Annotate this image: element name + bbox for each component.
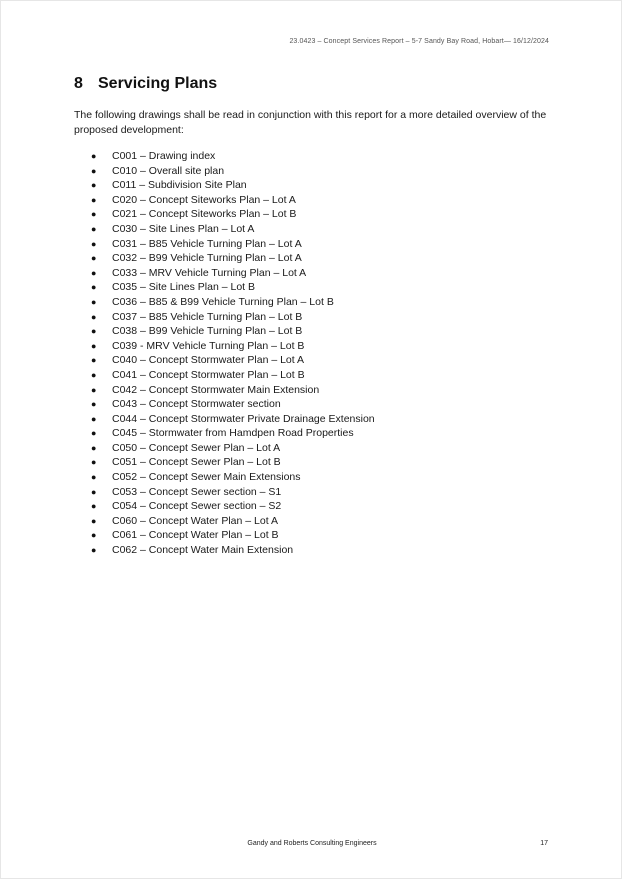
list-item	[91, 178, 375, 193]
list-item	[91, 295, 375, 310]
bullet-icon: ●	[91, 457, 97, 468]
intro-paragraph: The following drawings shall be read in conjunction with this report for a more detailed overview of the proposed development:	[74, 109, 547, 136]
drawing-label: C051 – Concept Sewer Plan – Lot B	[112, 456, 281, 469]
drawing-label: C041 – Concept Stormwater Plan – Lot B	[112, 368, 305, 381]
bullet-icon: ●	[91, 442, 97, 453]
list-item	[91, 528, 375, 543]
bullet-icon: ●	[91, 223, 97, 234]
bullet-icon: ●	[91, 413, 97, 424]
bullet-icon: ●	[91, 340, 97, 351]
drawing-label: C039 - MRV Vehicle Turning Plan – Lot B	[112, 339, 305, 352]
drawing-label: C020 – Concept Siteworks Plan – Lot A	[112, 193, 296, 206]
bullet-icon: ●	[91, 180, 97, 191]
list-item	[91, 193, 375, 208]
bullet-icon: ●	[91, 267, 97, 278]
list-item	[91, 353, 375, 368]
list-item	[91, 324, 375, 339]
bullet-icon: ●	[91, 399, 97, 410]
drawing-label: C035 – Site Lines Plan – Lot B	[112, 281, 256, 294]
list-item	[91, 237, 375, 252]
drawing-label: C045 – Stormwater from Hamdpen Road Properties	[112, 427, 354, 440]
bullet-icon: ●	[91, 282, 97, 293]
drawing-label: C061 – Concept Water Plan – Lot B	[112, 529, 279, 542]
drawing-label: C038 – B99 Vehicle Turning Plan – Lot B	[112, 325, 303, 338]
drawing-label: C021 – Concept Siteworks Plan – Lot B	[112, 208, 297, 221]
drawing-label: C036 – B85 & B99 Vehicle Turning Plan – Lot B	[112, 295, 334, 308]
list-item	[91, 368, 375, 383]
drawing-label: C011 – Subdivision Site Plan	[112, 179, 247, 192]
list-item	[91, 426, 375, 441]
list-item	[91, 514, 375, 529]
drawing-label: C043 – Concept Stormwater section	[112, 398, 281, 411]
running-header: 23.0423 – Concept Services Report – 5-7 Sandy Bay Road, Hobart— 16/12/2024	[289, 38, 549, 45]
bullet-icon: ●	[91, 151, 97, 161]
list-item	[91, 339, 375, 354]
page-number: 17	[540, 840, 548, 847]
list-item	[91, 149, 375, 164]
bullet-icon: ●	[91, 515, 97, 526]
bullet-icon: ●	[91, 238, 97, 249]
drawing-label: C031 – B85 Vehicle Turning Plan – Lot A	[112, 237, 302, 250]
drawing-label: C001 – Drawing index	[112, 150, 216, 162]
bullet-icon: ●	[91, 253, 97, 264]
bullet-icon: ●	[91, 326, 97, 337]
bullet-icon: ●	[91, 472, 97, 483]
drawing-label: C032 – B99 Vehicle Turning Plan – Lot A	[112, 252, 302, 265]
drawing-label: C060 – Concept Water Plan – Lot A	[112, 514, 278, 527]
bullet-icon: ●	[91, 311, 97, 322]
list-item	[91, 280, 375, 295]
list-item	[91, 441, 375, 456]
drawing-label: C037 – B85 Vehicle Turning Plan – Lot B	[112, 310, 303, 323]
list-item	[91, 397, 375, 412]
bullet-icon: ●	[91, 501, 97, 512]
bullet-icon: ●	[91, 369, 97, 380]
drawing-label: C010 – Overall site plan	[112, 164, 225, 177]
section-heading	[74, 75, 217, 93]
bullet-icon: ●	[91, 209, 97, 220]
drawing-label: C040 – Concept Stormwater Plan – Lot A	[112, 354, 305, 367]
section-title: Servicing Plans	[98, 75, 218, 92]
drawing-label: C052 – Concept Sewer Main Extensions	[112, 471, 301, 484]
drawing-label: C054 – Concept Sewer section – S2	[112, 500, 282, 513]
list-item	[91, 310, 375, 325]
drawing-label: C033 – MRV Vehicle Turning Plan – Lot A	[112, 266, 307, 279]
list-item	[91, 207, 375, 222]
list-item	[91, 266, 375, 281]
list-item	[91, 383, 375, 398]
list-item	[91, 543, 375, 558]
drawing-label: C044 – Concept Stormwater Private Drainage Extension	[112, 412, 375, 425]
drawing-label: C062 – Concept Water Main Extension	[112, 544, 294, 557]
list-item	[91, 455, 375, 470]
bullet-icon: ●	[91, 530, 97, 541]
list-item	[91, 485, 375, 500]
list-item	[91, 470, 375, 485]
bullet-icon: ●	[91, 194, 97, 205]
drawing-label: C053 – Concept Sewer section – S1	[112, 485, 282, 498]
drawing-list	[91, 149, 375, 558]
bullet-icon: ●	[91, 545, 97, 556]
drawing-label: C050 – Concept Sewer Plan – Lot A	[112, 441, 281, 454]
drawing-label: C030 – Site Lines Plan – Lot A	[112, 222, 255, 235]
bullet-icon: ●	[91, 384, 97, 395]
bullet-icon: ●	[91, 428, 97, 439]
list-item	[91, 164, 375, 179]
bullet-icon: ●	[91, 355, 97, 366]
section-number: 8	[74, 75, 83, 92]
list-item	[91, 499, 375, 514]
list-item	[91, 412, 375, 427]
footer-company: Gandy and Roberts Consulting Engineers	[247, 840, 377, 847]
bullet-icon: ●	[91, 296, 97, 307]
bullet-icon: ●	[91, 486, 97, 497]
list-item	[91, 251, 375, 266]
drawing-label: C042 – Concept Stormwater Main Extension	[112, 383, 320, 396]
bullet-icon: ●	[91, 165, 97, 176]
list-item	[91, 222, 375, 237]
